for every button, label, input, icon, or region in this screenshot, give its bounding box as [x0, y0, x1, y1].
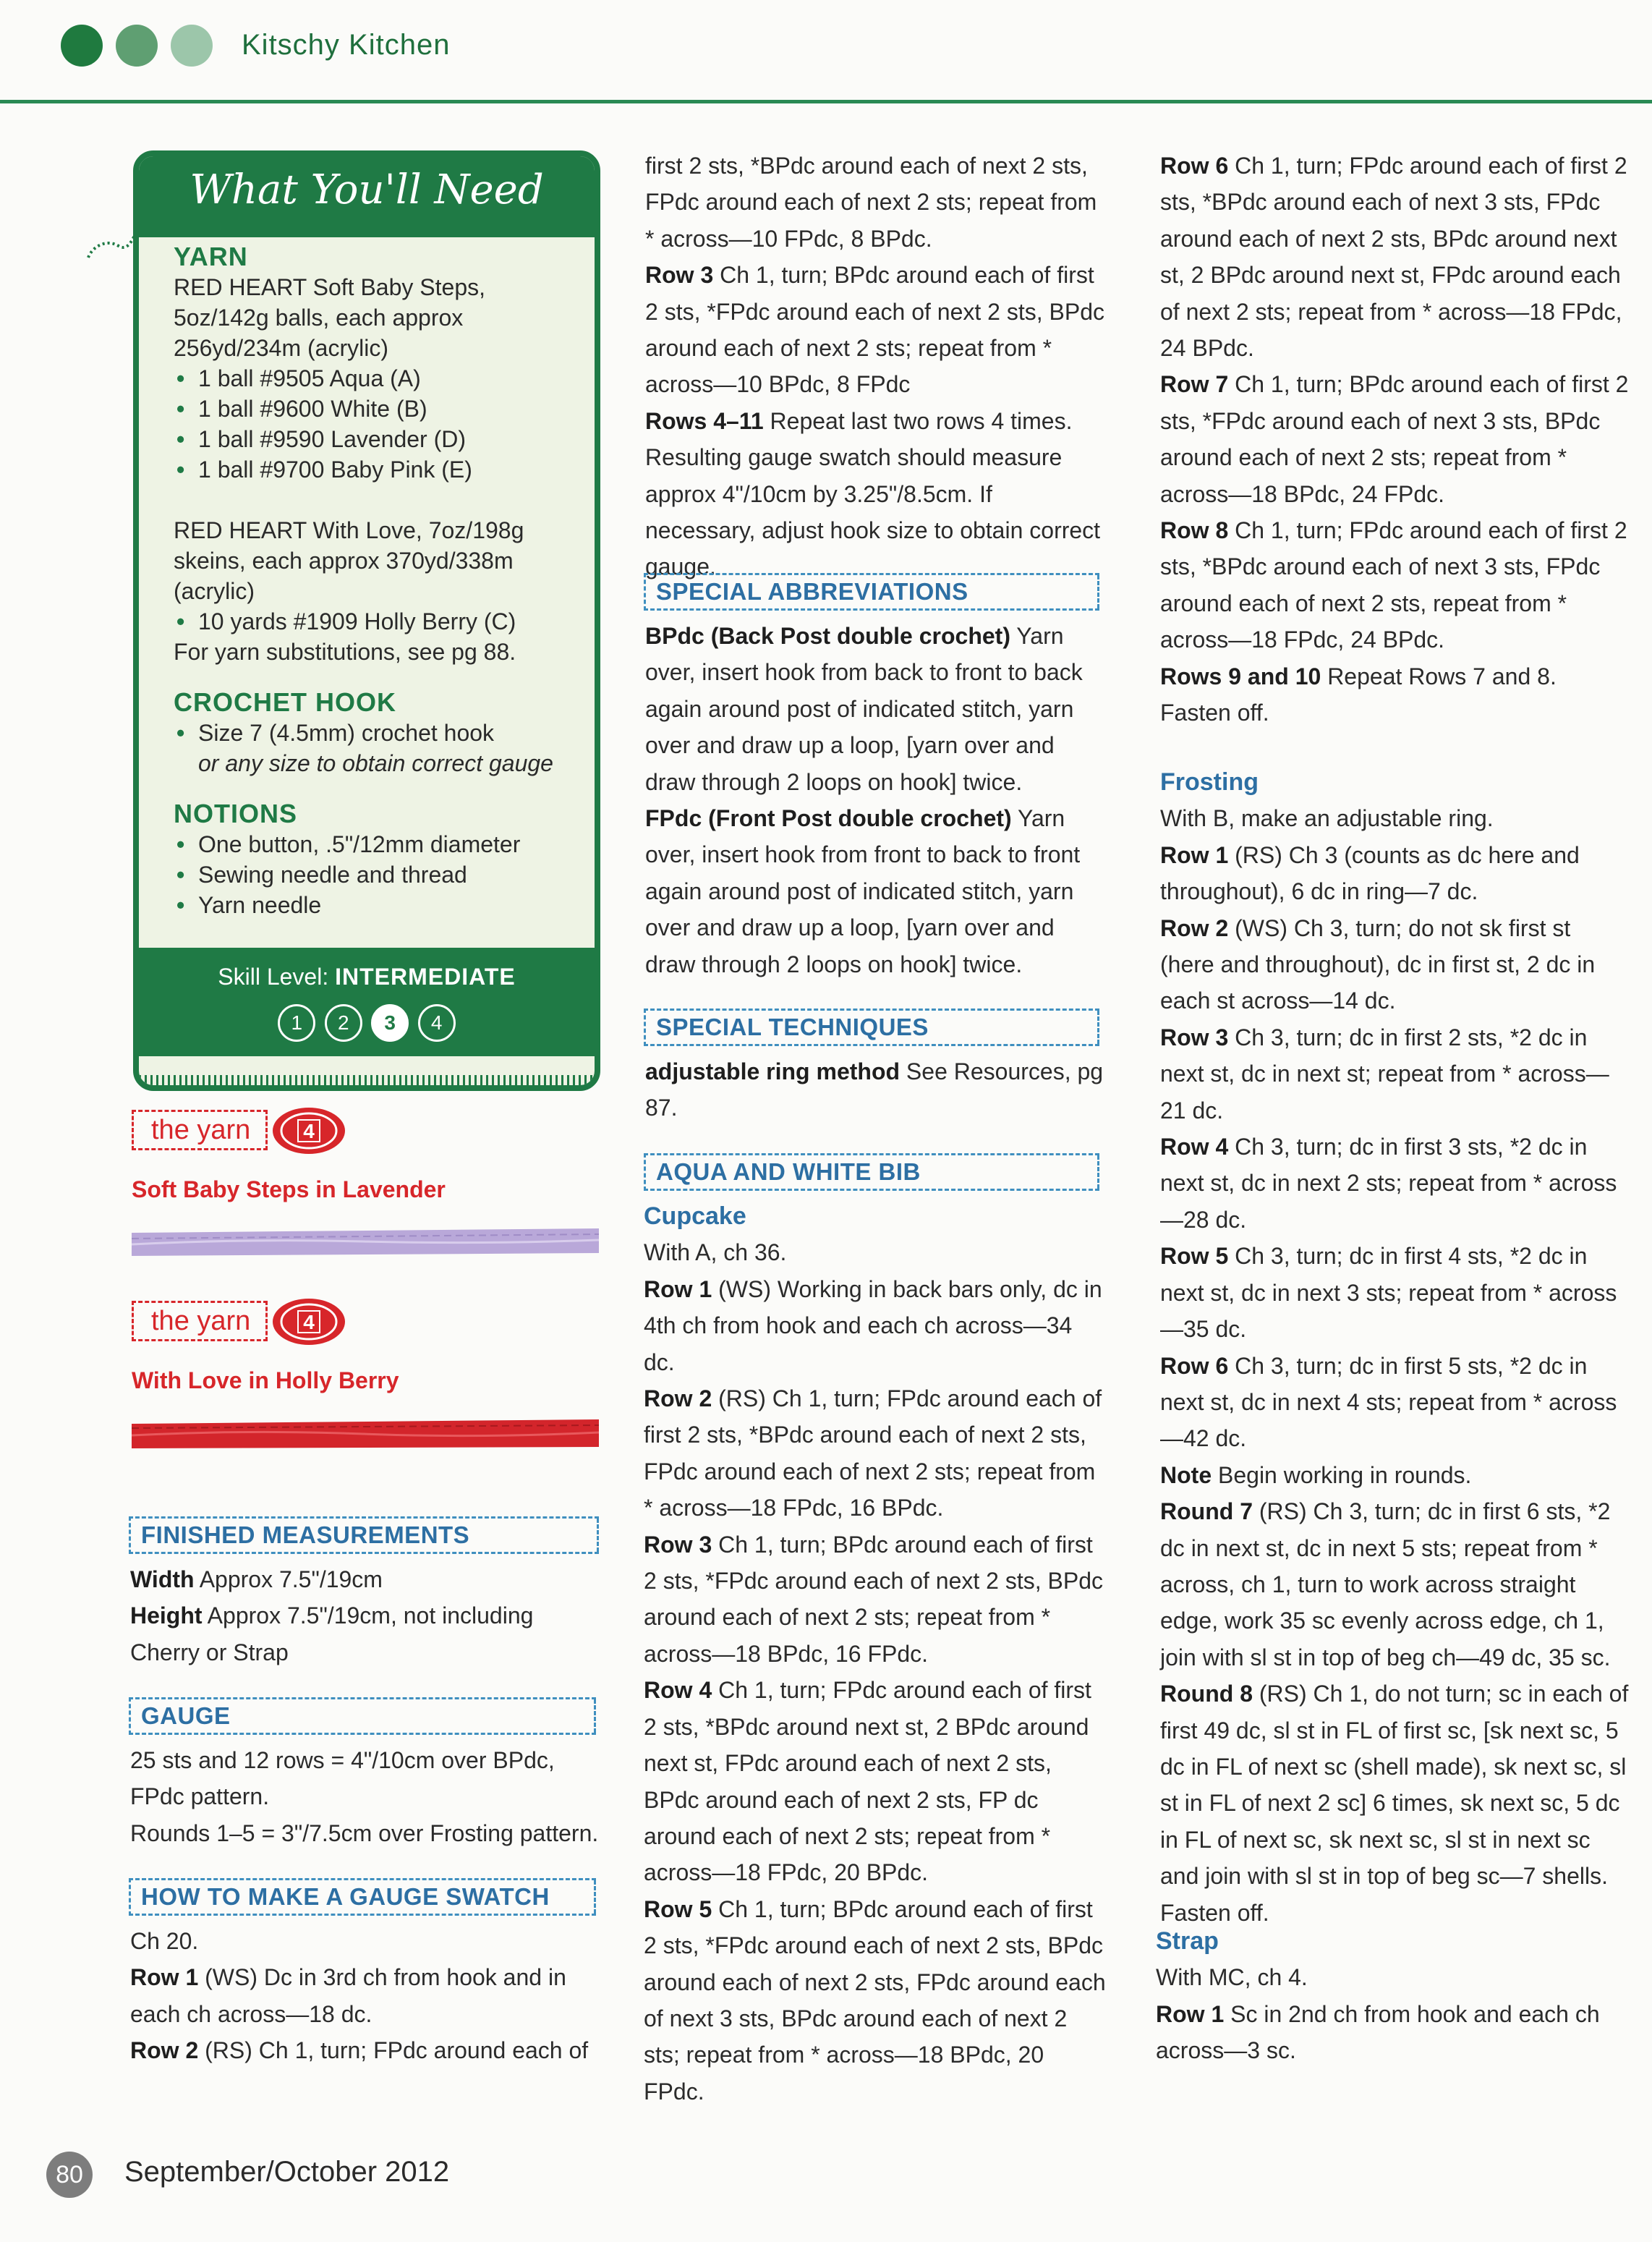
hook-heading: CROCHET HOOK — [174, 687, 396, 717]
gauge-swatch-text — [130, 1923, 600, 2069]
row-text: Ch 1, turn; BPdc around each of first 2 sts, *FPdc around each of next 2 sts, BPdc around each of next 2 sts; repeat from * across—10 BPdc, 8 FPdc — [645, 262, 1104, 398]
height-label: Height — [130, 1602, 203, 1629]
what-you-need-header — [139, 156, 595, 237]
list-item: • Size 7 (4.5mm) crochet hook — [174, 718, 579, 748]
note-text: Begin working in rounds. — [1218, 1461, 1472, 1488]
list-item: • Sewing needle and thread — [174, 859, 579, 890]
skill-level-3-icon: 3 — [371, 1004, 409, 1042]
abbreviation-label: FPdc (Front Post double crochet) — [645, 805, 1012, 832]
row-label: Row 4 — [1160, 1134, 1229, 1160]
techniques-text — [645, 1053, 1108, 1126]
yarn-weight-number: 4 — [303, 1311, 315, 1333]
row-label: Row 4 — [644, 1677, 712, 1704]
list-item: • 1 ball #9505 Aqua (A) — [174, 363, 579, 394]
row-label: Row 2 — [130, 2037, 199, 2064]
row-label: Row 6 — [1160, 1352, 1229, 1379]
technique-label: adjustable ring method — [645, 1058, 900, 1084]
abbreviation-label: BPdc (Back Post double crochet) — [645, 623, 1010, 649]
section-heading: GAUGE — [141, 1702, 231, 1729]
row-label: Row 3 — [644, 1531, 712, 1558]
list-item: • Yarn needle — [174, 890, 579, 920]
skill-level-text — [139, 964, 595, 990]
yarn-description: RED HEART With Love, 7oz/198g skeins, each approx 370yd/338m (acrylic) — [174, 517, 524, 604]
column-middle-top — [645, 148, 1108, 585]
what-you-need-title: What You'll Need — [190, 166, 544, 213]
row-text: Ch 3, turn; dc in first 5 sts, *2 dc in next st, dc in next 4 sts; repeat from * across—42 dc. — [1160, 1352, 1617, 1452]
row-text: (WS) Ch 3, turn; do not sk first st (here and throughout), dc in first st, 2 dc in each st across—14 dc. — [1160, 914, 1596, 1014]
note-label: Note — [1160, 1461, 1212, 1488]
row-text: Ch 3, turn; dc in first 4 sts, *2 dc in next st, dc in next 3 sts; repeat from * across—35 dc. — [1160, 1243, 1617, 1343]
header-dot-icon — [116, 25, 158, 67]
technique-text: See Resources, pg 87. — [645, 1058, 1104, 1121]
row-label: Row 5 — [1160, 1243, 1229, 1270]
section-title: Kitschy Kitchen — [242, 29, 451, 61]
aqua-white-bib-header — [644, 1153, 1099, 1191]
round-text: (RS) Ch 3, turn; dc in first 6 sts, *2 dc in next st, dc in next 5 sts; repeat from * across, ch 1, turn to work across straight edge, work 35 sc evenly across edge, ch 1, join with sl st in top of beg ch—49 dc, 35 sc. — [1160, 1498, 1611, 1670]
row-label: Row 6 — [1160, 153, 1229, 179]
finished-measurements-text — [130, 1561, 600, 1670]
header-rule — [0, 100, 1652, 103]
cupcake-heading: Cupcake — [644, 1202, 746, 1230]
special-techniques-header — [644, 1009, 1099, 1046]
row-text: Ch 3, turn; dc in first 2 sts, *2 dc in next st, dc in next st; repeat from * across—21 dc. — [1160, 1024, 1609, 1124]
yarn-tag-label: the yarn — [151, 1115, 251, 1145]
hook-note: or any size to obtain correct gauge — [198, 750, 553, 776]
row-text: Ch 1, turn; BPdc around each of first 2 sts, *FPdc around each of next 3 sts, BPdc around each of next 2 sts; repeat from * across—18 BPdc, 24 FPdc. — [1160, 371, 1629, 507]
yarn-description: RED HEART Soft Baby Steps, 5oz/142g balls, each approx 256yd/234m (acrylic) — [174, 274, 485, 361]
yarn-heading: YARN — [174, 242, 248, 271]
row-text: Ch 1, turn; FPdc around each of first 2 sts, *BPdc around each of next 3 sts, FPdc around each of next 2 sts, repeat from * across—18 FPdc, 24 BPdc. — [1160, 517, 1627, 653]
yarn-tag-box — [132, 1301, 268, 1341]
row-label: Row 2 — [644, 1385, 712, 1412]
yarn-substitution-note: For yarn substitutions, see pg 88. — [174, 639, 516, 665]
notions-list — [174, 829, 579, 920]
hook-list — [174, 718, 579, 748]
row-text: (WS) Working in back bars only, dc in 4th ch from hook and each ch across—34 dc. — [644, 1275, 1102, 1375]
finished-measurements-header — [129, 1516, 599, 1554]
row-text: (RS) Ch 1, turn; FPdc around each of — [205, 2037, 589, 2064]
round-label: Round 8 — [1160, 1681, 1253, 1707]
row-text: Ch 1, turn; BPdc around each of first 2 sts, *FPdc around each of next 2 sts, BPdc around each of next 2 sts; repeat from * across—18 BPdc, 16 FPdc. — [644, 1531, 1103, 1667]
gauge-swatch-header — [129, 1878, 596, 1916]
special-abbreviations-header — [644, 573, 1099, 611]
row-label: Row 5 — [644, 1895, 712, 1922]
skill-value: INTERMEDIATE — [335, 964, 516, 990]
row-text: Repeat Rows 7 and 8. Fasten off. — [1160, 663, 1557, 726]
row-label: Row 3 — [1160, 1024, 1229, 1050]
yarn-list — [174, 363, 579, 485]
section-heading: HOW TO MAKE A GAUGE SWATCH — [141, 1883, 550, 1910]
width-value: Approx 7.5"/19cm — [199, 1566, 383, 1592]
yarn-weight-number: 4 — [303, 1120, 315, 1142]
round-label: Round 7 — [1160, 1498, 1253, 1525]
abbreviations-text — [645, 618, 1108, 982]
notions-heading: NOTIONS — [174, 799, 298, 828]
row-label: Row 2 — [1160, 914, 1229, 941]
yarn-swatch-red — [132, 1417, 599, 1451]
row-label: Row 8 — [1160, 517, 1229, 544]
list-item: • One button, .5"/12mm diameter — [174, 829, 579, 859]
swatch-continued: first 2 sts, *BPdc around each of next 2 sts, FPdc around each of next 2 sts; repeat from * across—10 FPdc, 8 BPdc. — [645, 153, 1097, 252]
swatch-chain: Ch 20. — [130, 1928, 199, 1954]
section-heading: SPECIAL TECHNIQUES — [656, 1014, 929, 1040]
row-label: Row 7 — [1160, 371, 1229, 398]
yarn-tag-box — [132, 1110, 268, 1150]
skill-label: Skill Level: — [218, 964, 329, 990]
instruction-line: With MC, ch 4. — [1156, 1964, 1308, 1991]
row-text: Ch 1, turn; FPdc around each of first 2 sts, *BPdc around next st, 2 BPdc around next st, FPdc around each of next 2 sts, BPdc around each of next 2 sts, FP dc around each of next 2 sts; repeat from * across—18 FPdc, 20 BPdc. — [644, 1677, 1091, 1886]
gauge-header — [129, 1697, 596, 1735]
skill-level-4-icon: 4 — [418, 1004, 456, 1042]
list-item: • 1 ball #9590 Lavender (D) — [174, 424, 579, 454]
round-text: (RS) Ch 1, do not turn; sc in each of first 49 dc, sl st in FL of first sc, [sk next sc, 5 dc in FL of next sc (shell made), sk next sc, sl st in FL of next 2 sc] 6 times, sk next sc, 5 dc in FL of next sc, sk next sc, sl st in next sc and join with sl st in top of beg sc—7 shells. Fasten off. — [1160, 1681, 1629, 1926]
row-label: Row 1 — [130, 1964, 199, 1991]
row-label: Rows 4–11 — [645, 407, 764, 434]
strap-heading: Strap — [1156, 1927, 1219, 1955]
list-item: • 1 ball #9600 White (B) — [174, 394, 579, 424]
row-text: Repeat last two rows 4 times. Resulting gauge swatch should measure approx 4"/10cm by 3.25"/8.5cm. If necessary, adjust hook size to obtain correct gauge. — [645, 407, 1101, 580]
box-fringe — [139, 1075, 595, 1085]
abbreviation-text: Yarn over, insert hook from front to back to front again around post of indicated stitch, yarn over and draw up a loop, [yarn over and draw through 2 loops on hook] twice. — [645, 805, 1081, 977]
width-label: Width — [130, 1566, 195, 1592]
row-label: Row 3 — [645, 262, 714, 289]
header-dot-icon — [171, 25, 213, 67]
row-text: Ch 1, turn; FPdc around each of first 2 sts, *BPdc around each of next 3 sts, FPdc around each of next 2 sts, BPdc around next st, 2 BPdc around next st, FPdc around each of next 2 sts; repeat from * across—18 FPdc, 24 BPdc. — [1160, 153, 1627, 362]
row-label: Rows 9 and 10 — [1160, 663, 1321, 689]
list-item: • 10 yards #1909 Holly Berry (C) — [174, 606, 579, 637]
gauge-line: Rounds 1–5 = 3"/7.5cm over Frosting pattern. — [130, 1819, 599, 1846]
gauge-line: 25 sts and 12 rows = 4"/10cm over BPdc, FPdc pattern. — [130, 1747, 555, 1810]
instruction-line: With A, ch 36. — [644, 1239, 787, 1266]
row-text: Ch 3, turn; dc in first 3 sts, *2 dc in next st, dc in next 2 sts; repeat from * across—28 dc. — [1160, 1134, 1617, 1233]
section-heading: FINISHED MEASUREMENTS — [141, 1521, 470, 1548]
row-label: Row 1 — [1160, 841, 1229, 868]
what-you-need-content — [174, 242, 579, 920]
yarn-weight-icon — [269, 1105, 349, 1156]
what-you-need-box — [133, 150, 600, 1091]
page-number: 80 — [46, 2152, 93, 2198]
row-text: (RS) Ch 3 (counts as dc here and throughout), 6 dc in ring—7 dc. — [1160, 841, 1580, 905]
skill-level-2-icon: 2 — [325, 1004, 362, 1042]
yarn-name: With Love in Holly Berry — [132, 1367, 399, 1393]
header-dot-icon — [61, 25, 103, 67]
gauge-text — [130, 1742, 600, 1851]
skill-level-band — [139, 948, 595, 1056]
yarn-list — [174, 606, 579, 637]
row-text: Ch 1, turn; BPdc around each of first 2 sts, *FPdc around each of next 2 sts, BPdc around each of next 2 sts, FPdc around each of next 3 sts, BPdc around each of next 2 sts; repeat from * across—18 BPdc, 20 FPdc. — [644, 1895, 1106, 2105]
yarn-swatch-lavender — [132, 1226, 599, 1257]
list-item: • 1 ball #9700 Baby Pink (E) — [174, 454, 579, 485]
row-label: Row 1 — [1156, 2000, 1225, 2027]
yarn-tag-label: the yarn — [151, 1306, 251, 1336]
height-value: Approx 7.5"/19cm, not including Cherry or Strap — [130, 1602, 534, 1665]
row-text: Sc in 2nd ch from hook and each ch across—3 sc. — [1156, 2000, 1600, 2064]
instruction-line: With B, make an adjustable ring. — [1160, 805, 1494, 832]
skill-level-1-icon: 1 — [278, 1004, 315, 1042]
yarn-weight-icon — [269, 1296, 349, 1347]
strap-text — [1156, 1923, 1626, 2069]
frosting-heading: Frosting — [1160, 768, 1259, 796]
issue-date: September/October 2012 — [124, 2156, 450, 2188]
section-heading: AQUA AND WHITE BIB — [656, 1158, 921, 1185]
abbreviation-text: Yarn over, insert hook from back to front to back again around post of indicated stitch, yarn over and draw up a loop, [yarn over and draw through 2 loops on hook] twice. — [645, 623, 1083, 795]
frosting-text — [1160, 764, 1630, 1931]
column-right-top — [1160, 148, 1630, 731]
skill-level-circles — [139, 1004, 595, 1042]
yarn-name: Soft Baby Steps in Lavender — [132, 1176, 446, 1202]
row-text: (WS) Dc in 3rd ch from hook and in each ch across—18 dc. — [130, 1964, 566, 2027]
row-label: Row 1 — [644, 1275, 712, 1302]
page-header — [0, 0, 1652, 103]
row-text: (RS) Ch 1, turn; FPdc around each of first 2 sts, *BPdc around each of next 2 sts, FPdc around each of next 2 sts; repeat from * across—18 FPdc, 16 BPdc. — [644, 1385, 1102, 1521]
section-heading: SPECIAL ABBREVIATIONS — [656, 578, 968, 605]
cupcake-text — [644, 1198, 1107, 2110]
